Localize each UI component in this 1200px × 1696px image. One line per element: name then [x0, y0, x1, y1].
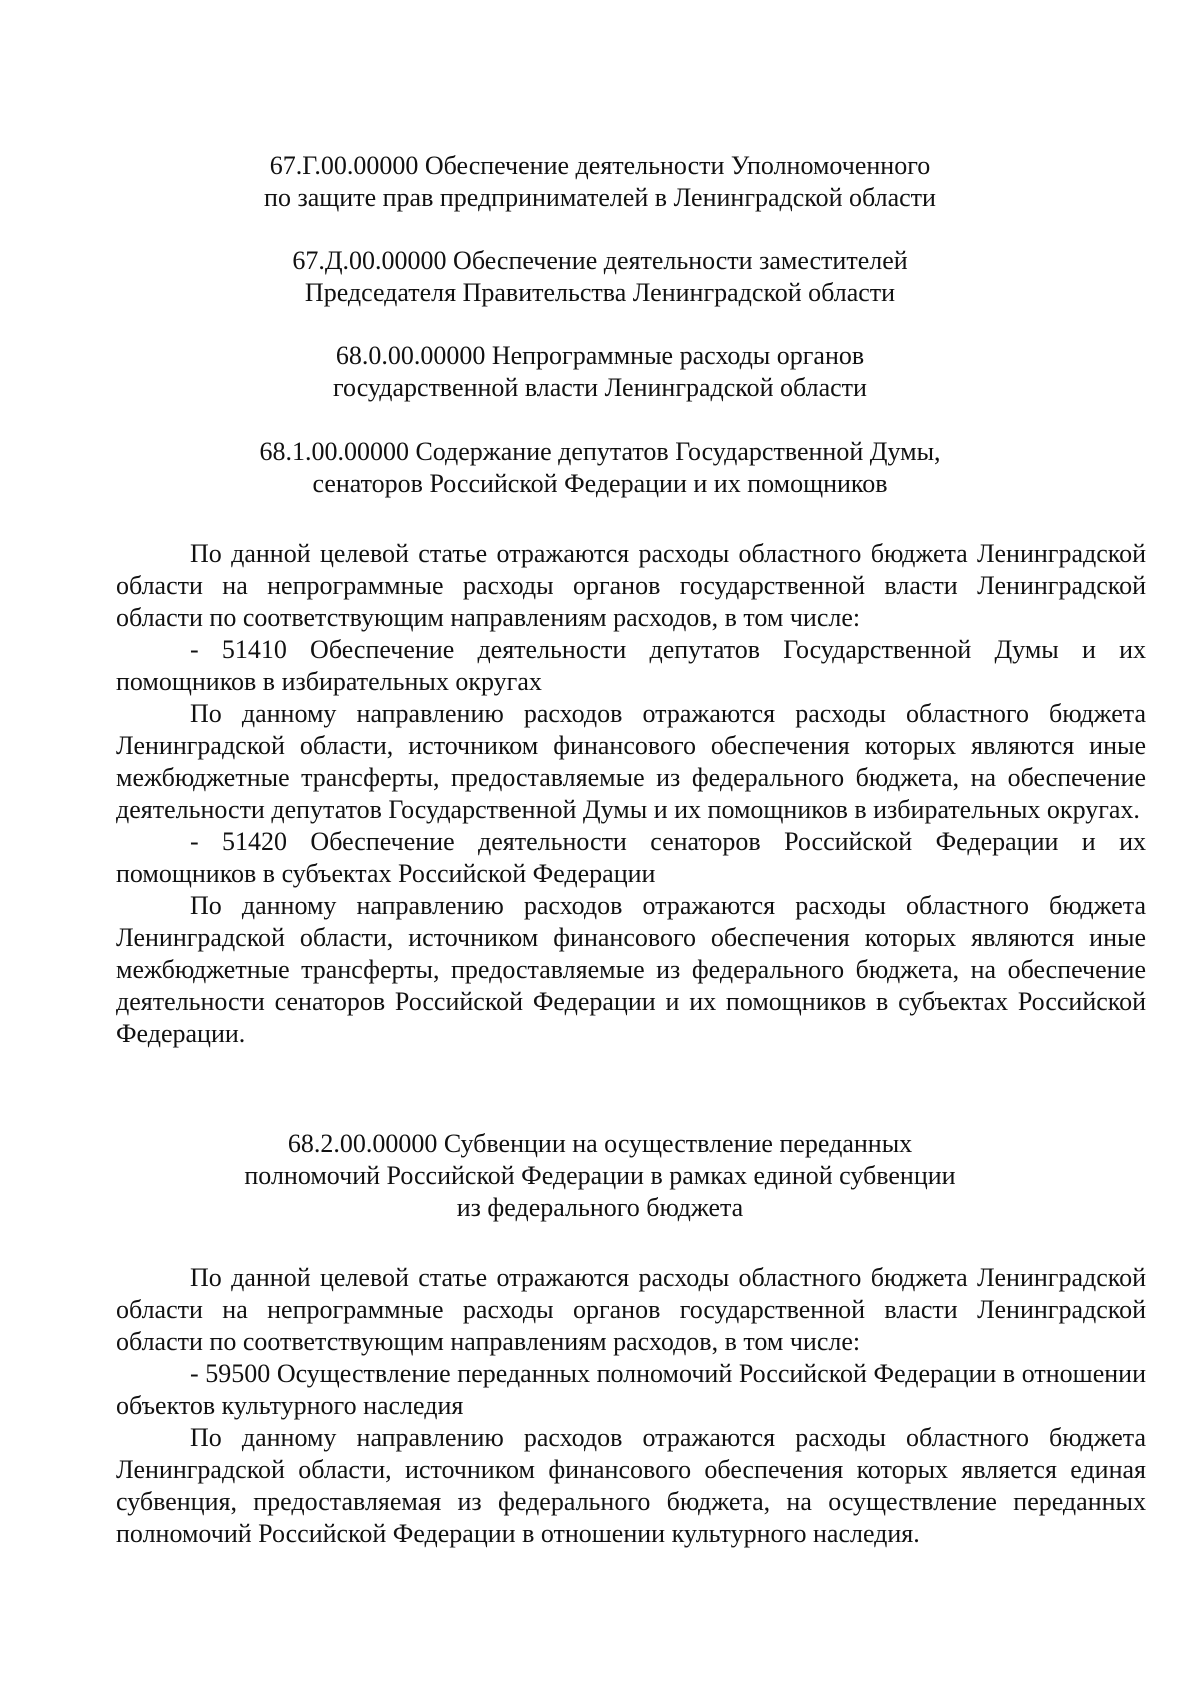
heading-line: 67.Д.00.00000 Обеспечение деятельности заместителей	[292, 246, 908, 275]
heading-68-2	[0, 1128, 1200, 1224]
heading-68-0	[0, 340, 1200, 404]
section-intro-paragraph: По данной целевой статье отражаются расходы областного бюджета Ленинградской области на непрограммные расходы органов государственной власти Ленинградской области по соответствующим направлениям расходов, в том числе:	[116, 1263, 1146, 1356]
heading-line: сенаторов Российской Федерации и их помощников	[312, 469, 888, 498]
expense-item-51420: - 51420 Обеспечение деятельности сенаторов Российской Федерации и их помощников в субъектах Российской Федерации	[116, 827, 1146, 888]
expense-description-51410: По данному направлению расходов отражаются расходы областного бюджета Ленинградской области, источником финансового обеспечения которых являются иные межбюджетные трансферты, предоставляемые из федерального бюджета, на обеспечение деятельности депутатов Государственной Думы и их помощников в избирательных округах.	[116, 699, 1146, 824]
heading-line: государственной власти Ленинградской области	[333, 373, 867, 402]
section-68-2-body	[116, 1262, 1146, 1550]
heading-67-d	[0, 245, 1200, 309]
heading-line: 68.1.00.00000 Содержание депутатов Государственной Думы,	[259, 437, 941, 466]
heading-line: 68.0.00.00000 Непрограммные расходы органов	[335, 341, 865, 370]
expense-item-51410: - 51410 Обеспечение деятельности депутатов Государственной Думы и их помощников в избирательных округах	[116, 635, 1146, 696]
heading-line: Председателя Правительства Ленинградской области	[304, 278, 896, 307]
section-intro-paragraph: По данной целевой статье отражаются расходы областного бюджета Ленинградской области на непрограммные расходы органов государственной власти Ленинградской области по соответствующим направлениям расходов, в том числе:	[116, 539, 1146, 632]
heading-line: из федерального бюджета	[456, 1193, 744, 1222]
heading-68-1	[0, 436, 1200, 500]
heading-line: полномочий Российской Федерации в рамках единой субвенции	[244, 1161, 956, 1190]
section-68-1-body	[116, 538, 1146, 1050]
expense-item-59500: - 59500 Осуществление переданных полномочий Российской Федерации в отношении объектов культурного наследия	[116, 1359, 1146, 1420]
heading-line: по защите прав предпринимателей в Ленинградской области	[264, 183, 936, 212]
expense-description-59500: По данному направлению расходов отражаются расходы областного бюджета Ленинградской области, источником финансового обеспечения которых является единая субвенция, предоставляемая из федерального бюджета, на осуществление переданных полномочий Российской Федерации в отношении культурного наследия.	[116, 1423, 1146, 1548]
heading-line: 67.Г.00.00000 Обеспечение деятельности Уполномоченного	[269, 151, 931, 180]
expense-description-51420: По данному направлению расходов отражаются расходы областного бюджета Ленинградской области, источником финансового обеспечения которых являются иные межбюджетные трансферты, предоставляемые из федерального бюджета, на обеспечение деятельности сенаторов Российской Федерации и их помощников в субъектах Российской Федерации.	[116, 891, 1146, 1048]
heading-line: 68.2.00.00000 Субвенции на осуществление переданных	[287, 1129, 913, 1158]
heading-67-g	[0, 150, 1200, 214]
